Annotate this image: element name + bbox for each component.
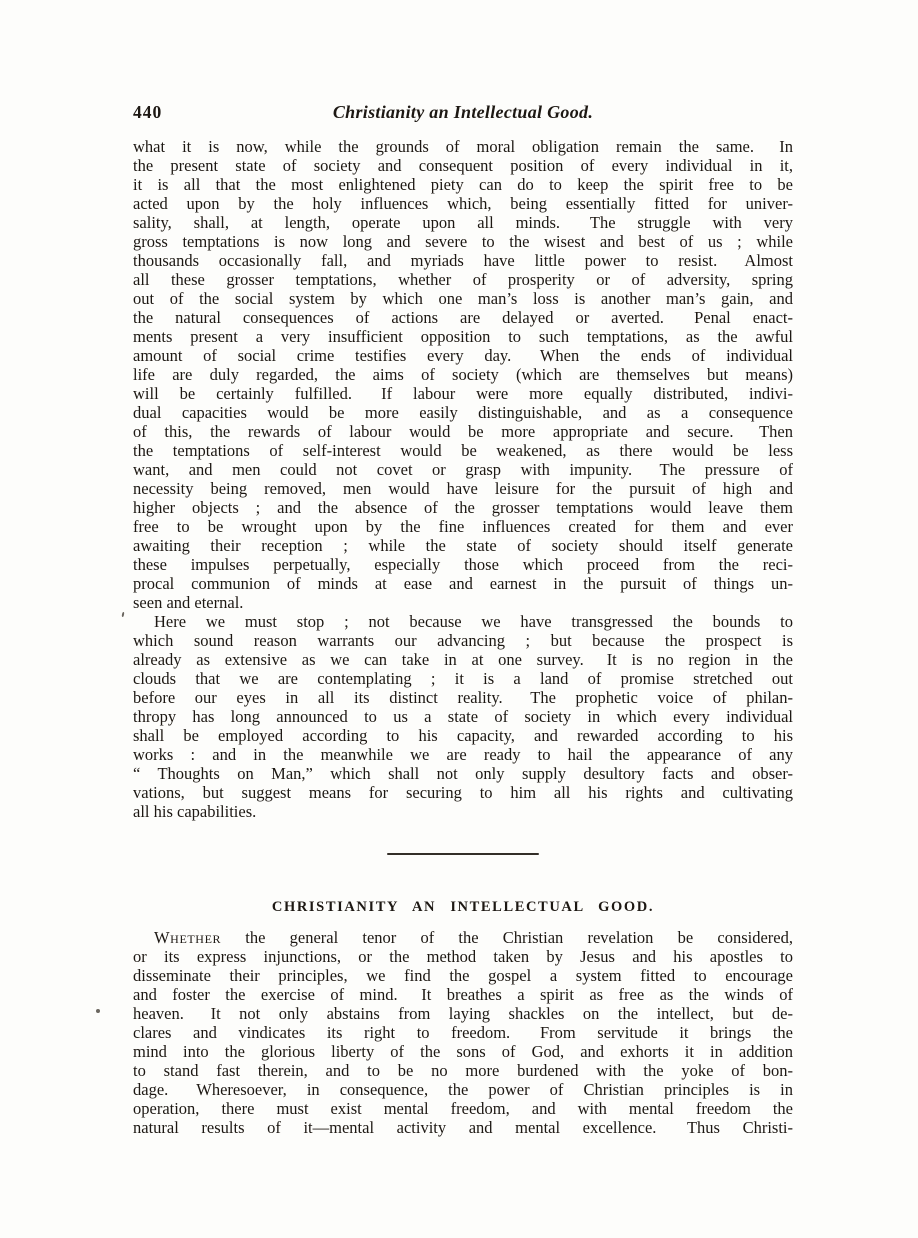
text-line: shall be employed according to his capacity, and rewarded according to his xyxy=(133,726,793,745)
text-line: natural results of it—mental activity and mental excellence. Thus Christi- xyxy=(133,1118,793,1137)
running-title: Christianity an Intellectual Good. xyxy=(332,102,594,122)
section-divider-rule xyxy=(387,853,539,855)
text-line: operation, there must exist mental freedom, and with mental freedom the xyxy=(133,1099,793,1118)
text-line: all these grosser temptations, whether of prosperity or of adversity, spring xyxy=(133,270,793,289)
text-line: mind into the glorious liberty of the sons of God, and exhorts it in addition xyxy=(133,1042,793,1061)
ink-speck xyxy=(96,1009,100,1013)
text-line: these impulses perpetually, especially those which proceed from the reci- xyxy=(133,555,793,574)
text-line: higher objects ; and the absence of the grosser temptations would leave them xyxy=(133,498,793,517)
page-number: 440 xyxy=(133,102,163,122)
text-line: ments present a very insufficient opposition to such temptations, as the awful xyxy=(133,327,793,346)
text-line: clares and vindicates its right to freedom. From servitude it brings the xyxy=(133,1023,793,1042)
text-line: thropy has long announced to us a state of society in which every individual xyxy=(133,707,793,726)
text-line: which sound reason warrants our advancing ; but because the prospect is xyxy=(133,631,793,650)
text-line: procal communion of minds at ease and earnest in the pursuit of things un- xyxy=(133,574,793,593)
ink-speck xyxy=(122,612,125,617)
text-line: thousands occasionally fall, and myriads have little power to resist. Almost xyxy=(133,251,793,270)
text-line: heaven. It not only abstains from laying shackles on the intellect, but de- xyxy=(133,1004,793,1023)
text-line: it is all that the most enlightened piety can do to keep the spirit free to be xyxy=(133,175,793,194)
text-line: works : and in the meanwhile we are ready to hail the appearance of any xyxy=(133,745,793,764)
paragraph xyxy=(133,137,793,612)
paragraph xyxy=(133,928,793,1137)
text-line: amount of social crime testifies every day. When the ends of individual xyxy=(133,346,793,365)
text-line: will be certainly fulfilled. If labour were more equally distributed, indivi- xyxy=(133,384,793,403)
text-line: want, and men could not covet or grasp with impunity. The pressure of xyxy=(133,460,793,479)
text-line: necessity being removed, men would have leisure for the pursuit of high and xyxy=(133,479,793,498)
text-line: “ Thoughts on Man,” which shall not only supply desultory facts and obser- xyxy=(133,764,793,783)
text-line: sality, shall, at length, operate upon all minds. The struggle with very xyxy=(133,213,793,232)
text-line: awaiting their reception ; while the state of society should itself generate xyxy=(133,536,793,555)
text-line: or its express injunctions, or the method taken by Jesus and his apostles to xyxy=(133,947,793,966)
text-line: gross temptations is now long and severe to the wisest and best of us ; while xyxy=(133,232,793,251)
article-section xyxy=(133,928,793,1137)
text-line: dual capacities would be more easily distinguishable, and as a consequence xyxy=(133,403,793,422)
text-line: disseminate their principles, we find the gospel a system fitted to encourage xyxy=(133,966,793,985)
text-line: clouds that we are contemplating ; it is a land of promise stretched out xyxy=(133,669,793,688)
text-line: the temptations of self-interest would be weakened, as there would be less xyxy=(133,441,793,460)
text-line: what it is now, while the grounds of moral obligation remain the same. In xyxy=(133,137,793,156)
text-line: out of the social system by which one man’s loss is another man’s gain, and xyxy=(133,289,793,308)
text-line: the present state of society and consequent position of every individual in it, xyxy=(133,156,793,175)
text-line: before our eyes in all its distinct reality. The prophetic voice of philan- xyxy=(133,688,793,707)
paragraph xyxy=(133,612,793,821)
text-line: free to be wrought upon by the fine influences created for them and ever xyxy=(133,517,793,536)
page-header xyxy=(133,100,793,128)
text-line: vations, but suggest means for securing to him all his rights and cultivating xyxy=(133,783,793,802)
text-line: all his capabilities. xyxy=(133,802,257,821)
text-line: to stand fast therein, and to be no more burdened with the yoke of bon- xyxy=(133,1061,793,1080)
text-block xyxy=(133,137,793,1137)
text-line: dage. Wheresoever, in consequence, the power of Christian principles is in xyxy=(133,1080,793,1099)
text-line: Here we must stop ; not because we have transgressed the bounds to xyxy=(154,612,793,631)
text-line: Whether the general tenor of the Christian revelation be considered, xyxy=(154,928,793,947)
section-heading: CHRISTIANITY AN INTELLECTUAL GOOD. xyxy=(271,899,655,915)
article-continuation xyxy=(133,137,793,821)
text-line: life are duly regarded, the aims of society (which are themselves but means) xyxy=(133,365,793,384)
lead-word: Whether xyxy=(154,928,222,947)
text-line: and foster the exercise of mind. It breathes a spirit as free as the winds of xyxy=(133,985,793,1004)
text-line: seen and eternal. xyxy=(133,593,244,612)
text-line: of this, the rewards of labour would be more appropriate and secure. Then xyxy=(133,422,793,441)
text-line: acted upon by the holy influences which, being essentially fitted for univer- xyxy=(133,194,793,213)
text-line: already as extensive as we can take in at one survey. It is no region in the xyxy=(133,650,793,669)
text-line: the natural consequences of actions are delayed or averted. Penal enact- xyxy=(133,308,793,327)
